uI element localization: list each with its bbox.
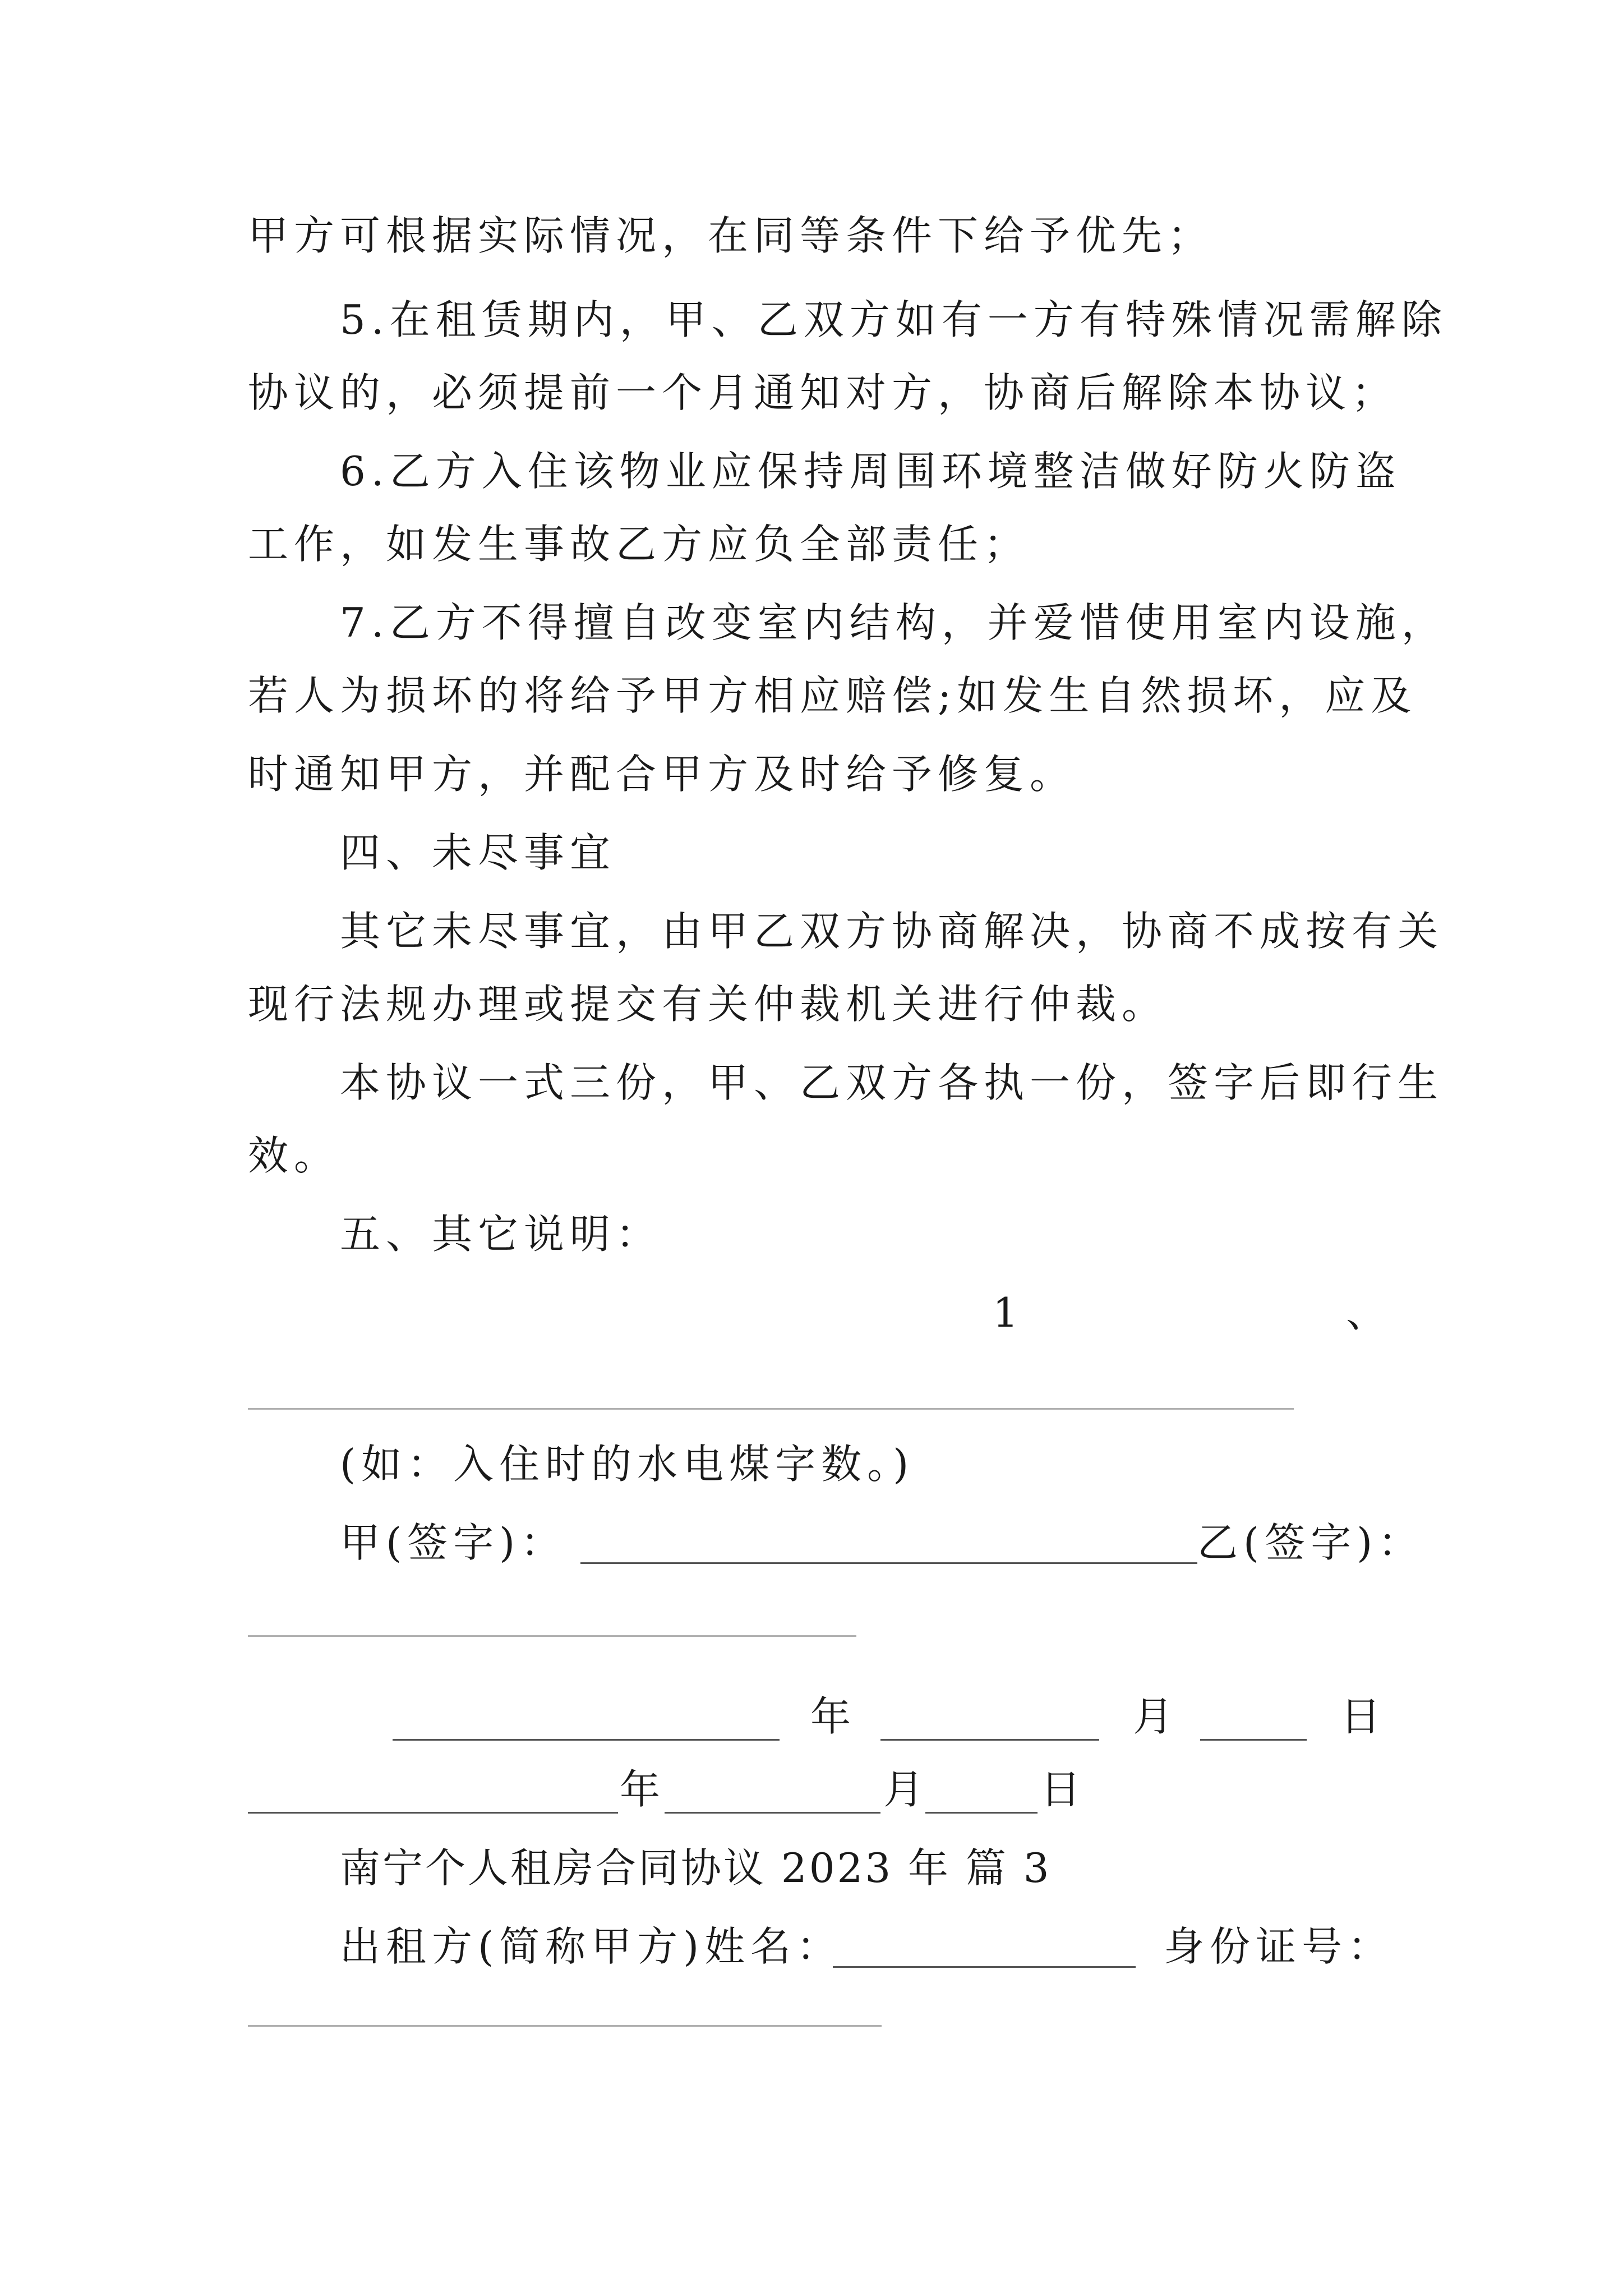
signature-a-blank: [580, 1562, 1197, 1564]
date-b-year-blank: [248, 1812, 618, 1814]
lessor-name-label: 出租方(简称甲方)姓名：: [340, 1923, 843, 1970]
item-1-separator: 、: [1346, 1289, 1393, 1336]
date-a-year-label: 年: [810, 1693, 857, 1740]
date-a-day-blank: [1200, 1739, 1307, 1741]
date-a-month-label: 月: [1133, 1693, 1179, 1740]
clause-5-line-1: 5.在租赁期内，甲、乙双方如有一方有特殊情况需解除: [340, 296, 1447, 343]
clause-6-line-2: 工作，如发生事故乙方应负全部责任；: [248, 521, 1030, 568]
signature-a-label: 甲(签字)：: [340, 1519, 567, 1566]
date-b-day-blank: [925, 1812, 1038, 1814]
paragraph-line: 甲方可根据实际情况，在同等条件下给予优先；: [248, 212, 1214, 259]
date-a-day-label: 日: [1340, 1693, 1387, 1740]
lessor-id-blank: [248, 2025, 882, 2027]
blank-line: [248, 1408, 1294, 1410]
date-a-month-blank: [880, 1739, 1099, 1741]
lessor-name-blank: [833, 1966, 1136, 1968]
note-line: (如：入住时的水电煤字数。): [340, 1441, 915, 1488]
clause-6-line-1: 6.乙方入住该物业应保持周围环境整洁做好防火防盗: [340, 448, 1401, 495]
date-b-month-label: 月: [883, 1766, 930, 1813]
signature-b-label: 乙(签字)：: [1197, 1519, 1424, 1566]
date-b-month-blank: [665, 1812, 880, 1814]
lessor-id-label: 身份证号：: [1164, 1923, 1394, 1970]
copies-line-1: 本协议一式三份，甲、乙双方各执一份，签字后即行生: [340, 1059, 1444, 1106]
copies-line-2: 效。: [248, 1132, 340, 1179]
clause-7-line-3: 时通知甲方，并配合甲方及时给予修复。: [248, 751, 1076, 798]
section-heading-5: 五、其它说明：: [340, 1211, 662, 1258]
signature-b-blank: [248, 1635, 856, 1637]
clause-7-line-1: 7.乙方不得擅自改变室内结构，并爱惜使用室内设施，: [340, 599, 1447, 646]
date-b-day-label: 日: [1040, 1766, 1087, 1813]
date-b-year-label: 年: [620, 1766, 666, 1813]
clause-7-line-2: 若人为损坏的将给予甲方相应赔偿;如发生自然损坏，应及: [248, 672, 1417, 719]
date-a-year-blank: [393, 1739, 780, 1741]
item-1-number: 1: [993, 1289, 1024, 1336]
section-title: 南宁个人租房合同协议 2023 年 篇 3: [340, 1844, 1052, 1892]
section-heading-4: 四、未尽事宜: [340, 829, 616, 876]
misc-line-1: 其它未尽事宜，由甲乙双方协商解决，协商不成按有关: [340, 908, 1444, 955]
clause-5-line-2: 协议的，必须提前一个月通知对方，协商后解除本协议；: [248, 369, 1398, 416]
misc-line-2: 现行法规办理或提交有关仲裁机关进行仲裁。: [248, 981, 1168, 1028]
